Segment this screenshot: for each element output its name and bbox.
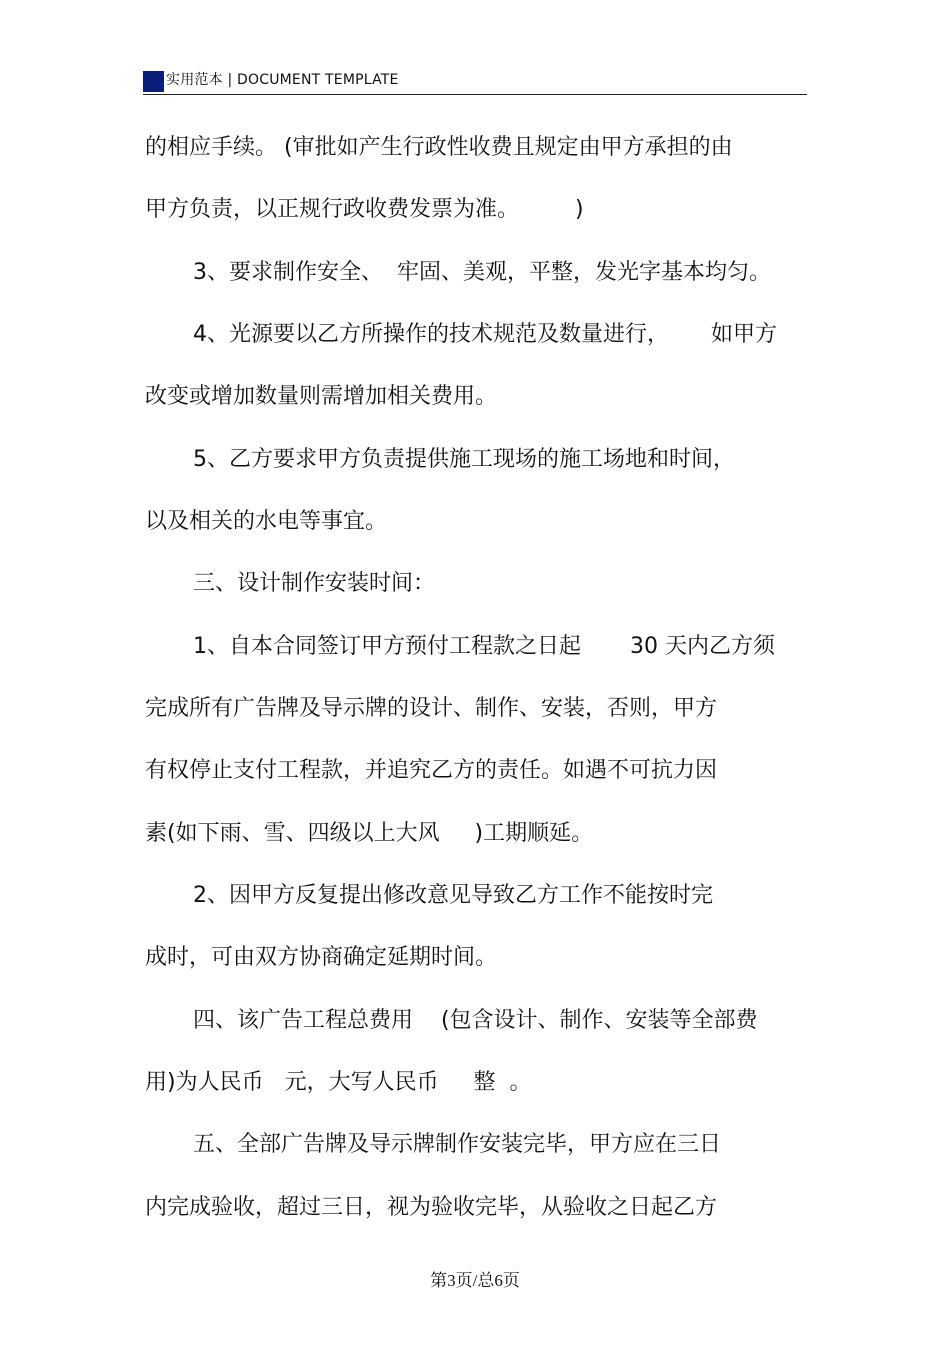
body-line: 甲方负责，以正规行政收费发票为准。 ) [145, 197, 584, 222]
page-number: 第3页/总6页 [430, 1271, 520, 1290]
body-line: 5、乙方要求甲方负责提供施工现场的施工场地和时间， [193, 447, 735, 472]
page-header [143, 68, 807, 95]
body-line: 1、自本合同签订甲方预付工程款之日起 30 天内乙方须 [193, 634, 775, 659]
body-line: 素(如下雨、雪、四级以上大风 )工期顺延。 [145, 821, 594, 846]
body-line: 改变或增加数量则需增加相关费用。 [145, 384, 498, 409]
section-heading: 五、全部广告牌及导示牌制作安装完毕，甲方应在三日 [193, 1132, 722, 1157]
body-line: 的相应手续。 (审批如产生行政性收费且规定由甲方承担的由 [145, 135, 733, 160]
body-line: 用)为人民币 元，大写人民币 整 。 [145, 1070, 532, 1095]
header-logo-square [143, 71, 164, 92]
body-line: 成时，可由双方协商确定延期时间。 [145, 945, 498, 970]
body-line: 3、要求制作安全、 牢固、美观，平整，发光字基本均匀。 [193, 260, 771, 285]
body-line: 4、光源要以乙方所操作的技术规范及数量进行， 如甲方 [193, 322, 777, 347]
header-text: 实用范本 | DOCUMENT TEMPLATE [166, 72, 399, 88]
body-line: 以及相关的水电等事宜。 [145, 509, 388, 534]
body-line: 有权停止支付工程款，并追究乙方的责任。如遇不可抗力因 [145, 758, 718, 783]
section-heading: 四、该广告工程总费用 (包含设计、制作、安装等全部费 [193, 1008, 758, 1033]
section-heading: 三、设计制作安装时间： [193, 571, 436, 596]
body-line: 2、因甲方反复提出修改意见导致乙方工作不能按时完 [193, 883, 713, 908]
body-line: 完成所有广告牌及导示牌的设计、制作、安装，否则，甲方 [145, 696, 718, 721]
body-line: 内完成验收，超过三日，视为验收完毕，从验收之日起乙方 [145, 1195, 718, 1220]
